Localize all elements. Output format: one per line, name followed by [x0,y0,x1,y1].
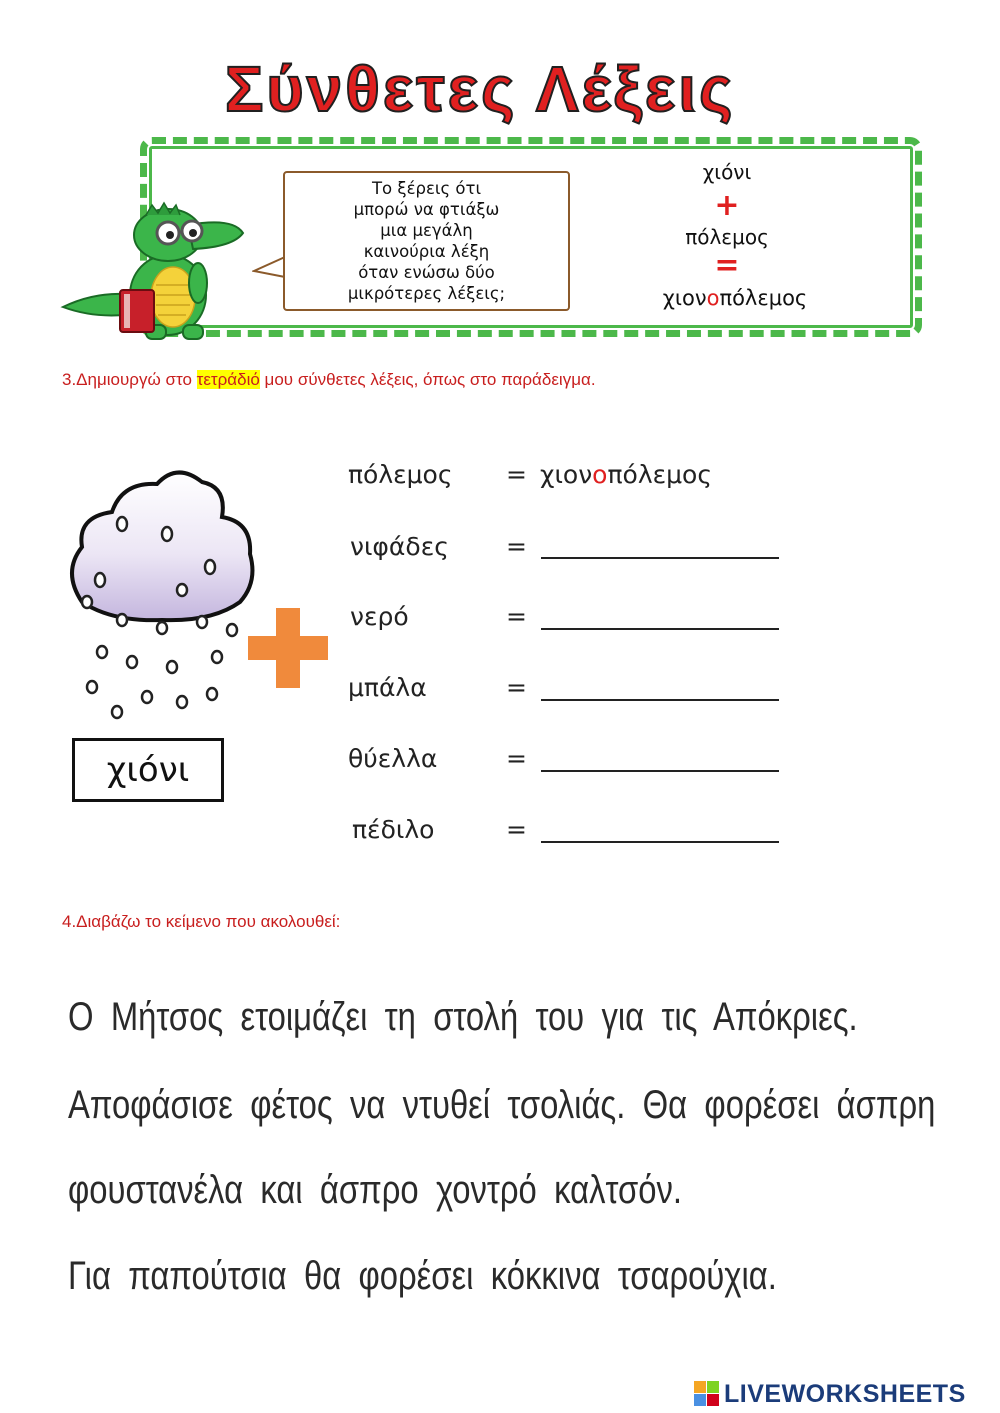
example-result-pre: χιον [662,286,707,310]
speech-bubble [283,171,570,311]
instruction-highlight: τετράδιό [196,370,260,389]
word-row-equals: = [506,815,527,844]
example-row-result [540,460,712,489]
example-word-1: χιόνι [702,160,752,184]
snow-cloud-icon [62,462,262,727]
crocodile-illustration [58,195,258,345]
word-row-label: πέδιλο [352,815,435,844]
instruction-text: μου σύνθετες λέξεις, όπως στο παράδειγμα. [259,370,596,389]
word-row-equals: = [506,602,527,631]
liveworksheets-brand [694,1380,966,1408]
plus-icon [248,608,328,688]
word-row-equals: = [506,744,527,773]
answer-blank[interactable] [541,628,779,630]
word-row-label: νερό [350,602,409,631]
page-title: Σύνθετες Λέξεις [225,53,736,125]
exercise-3-instruction [62,370,596,390]
liveworksheets-logo-icon [694,1381,720,1407]
answer-blank[interactable] [541,770,779,772]
example-row-word: πόλεμος [348,460,453,489]
example-row-result-pre: χιον [540,460,593,489]
example-row-equals: = [506,460,527,489]
word-row-label: θύελλα [348,744,438,773]
word-row-label: νιφάδες [350,532,449,561]
word-row-label: μπάλα [348,673,427,702]
base-word-box: χιόνι [72,738,224,802]
example-row-result-post: πόλεμος [607,460,712,489]
answer-blank[interactable] [541,557,779,559]
answer-blank[interactable] [541,699,779,701]
exercise-4-instruction: 4.Διαβάζω το κείμενο που ακολουθεί: [62,912,341,931]
example-word-2: πόλεμος [685,225,769,249]
brand-text: LIVEWORKSHEETS [724,1379,966,1408]
example-result-link: ο [706,286,720,310]
reading-line: φουστανέλα και άσπρο χοντρό καλτσόν. [68,1168,682,1212]
example-result-post: πόλεμος [719,286,808,310]
example-plus: + [714,188,740,223]
answer-blank[interactable] [541,841,779,843]
speech-tail [252,255,286,281]
example-result [585,286,885,310]
example-row-result-link: ο [592,460,608,489]
reading-line: Αποφάσισε φέτος να ντυθεί τσολιάς. Θα φορέσει άσπρη [68,1083,936,1127]
word-row-equals: = [506,532,527,561]
reading-line: Για παπούτσια θα φορέσει κόκκινα τσαρούχια. [68,1254,777,1298]
example-equals: = [714,248,740,283]
word-row-equals: = [506,673,527,702]
speech-text: Το ξέρεις ότι μπορώ να φτιάξω μια μεγάλη καινούρια λέξη όταν ενώσω δύο μικρότερες λέξεις; [347,179,506,303]
reading-line: Ο Μήτσος ετοιμάζει τη στολή του για τις Απόκριες. [68,995,858,1039]
instruction-text: 3.Δημιουργώ στο [62,370,197,389]
